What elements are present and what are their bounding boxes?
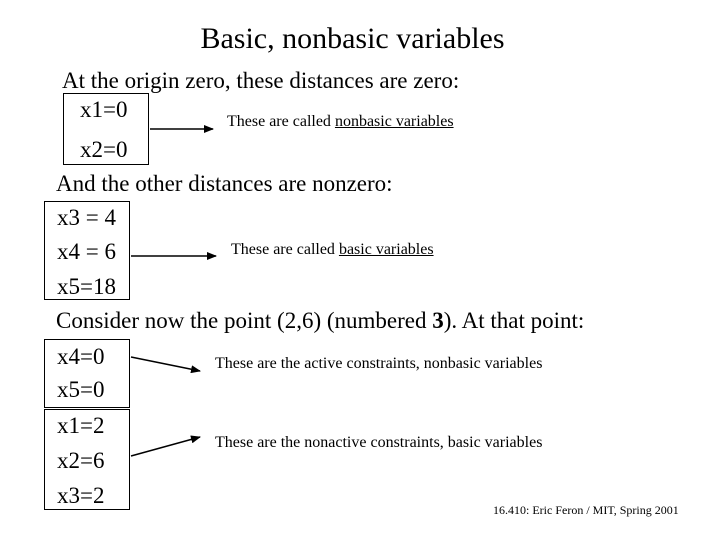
active-note: These are the active constraints, nonbasic variables	[215, 355, 543, 372]
var-x2-zero: x2=0	[80, 137, 128, 162]
basic-note-prefix: These are called	[231, 241, 339, 258]
consider-suffix: ). At that point:	[443, 308, 585, 333]
footer-credit: 16.410: Eric Feron / MIT, Spring 2001	[493, 503, 679, 517]
nonbasic-note-term: nonbasic variables	[334, 113, 454, 130]
arrow-active	[131, 357, 200, 371]
var-x2-six: x2=6	[57, 448, 105, 473]
var-x4: x4 = 6	[57, 239, 116, 264]
var-x3-two: x3=2	[57, 483, 105, 508]
var-x1-two: x1=2	[57, 413, 105, 438]
var-x5-zero: x5=0	[57, 377, 105, 402]
arrow-nonactive	[131, 437, 200, 456]
basic-note-term: basic variables	[338, 241, 434, 258]
consider-number: 3	[432, 308, 444, 333]
var-x4-zero: x4=0	[57, 344, 105, 369]
var-x1-zero: x1=0	[80, 97, 128, 122]
intro-line: At the origin zero, these distances are zero:	[62, 68, 460, 93]
var-x5: x5=18	[57, 274, 116, 299]
slide-title: Basic, nonbasic variables	[200, 22, 505, 55]
consider-prefix: Consider now the point (2,6) (numbered	[56, 308, 433, 333]
nonbasic-note-prefix: These are called	[227, 113, 335, 130]
nonactive-note: These are the nonactive constraints, basic variables	[215, 434, 543, 451]
other-distances-line: And the other distances are nonzero:	[56, 171, 393, 196]
var-x3: x3 = 4	[57, 205, 116, 230]
